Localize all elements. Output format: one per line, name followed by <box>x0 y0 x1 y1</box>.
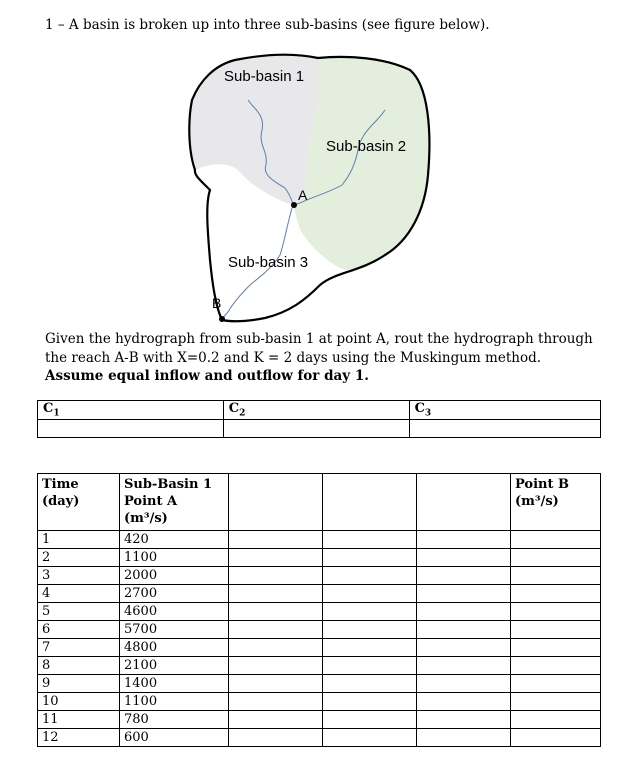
table-row <box>38 711 601 729</box>
blank-cell[interactable] <box>417 639 511 657</box>
point-b-cell[interactable] <box>511 549 601 567</box>
instructions-bold: Assume equal inflow and outflow for day 1. <box>45 368 369 384</box>
blank-cell[interactable] <box>323 657 417 675</box>
point-b-cell[interactable] <box>511 639 601 657</box>
blank-cell[interactable] <box>229 711 323 729</box>
blank-cell[interactable] <box>417 603 511 621</box>
blank-cell[interactable] <box>229 567 323 585</box>
point-b-cell[interactable] <box>511 711 601 729</box>
table-row <box>38 531 601 549</box>
blank-cell[interactable] <box>229 585 323 603</box>
blank-cell[interactable] <box>417 531 511 549</box>
point-b-header: Point B (m³/s) <box>511 474 601 531</box>
c3-value-cell[interactable] <box>409 419 600 437</box>
flow-cell: 4800 <box>120 639 229 657</box>
blank-cell[interactable] <box>323 531 417 549</box>
blank-cell[interactable] <box>417 657 511 675</box>
flow-cell: 780 <box>120 711 229 729</box>
table-row <box>38 621 601 639</box>
flow-cell: 2100 <box>120 657 229 675</box>
day-cell: 8 <box>38 657 120 675</box>
table-row <box>38 549 601 567</box>
point-b-cell[interactable] <box>511 693 601 711</box>
blank-cell[interactable] <box>229 693 323 711</box>
blank-cell[interactable] <box>323 729 417 747</box>
flow-cell: 1400 <box>120 675 229 693</box>
day-cell: 6 <box>38 621 120 639</box>
blank-cell[interactable] <box>229 657 323 675</box>
blank-cell[interactable] <box>417 729 511 747</box>
day-cell: 2 <box>38 549 120 567</box>
blank-cell[interactable] <box>323 603 417 621</box>
instructions-plain: Given the hydrograph from sub-basin 1 at point A, rout the hydrograph through the reach A-B with X=0.2 and K = 2 days using the Muskingum method. <box>45 331 593 366</box>
table-row <box>38 657 601 675</box>
point-b-cell[interactable] <box>511 675 601 693</box>
day-cell: 3 <box>38 567 120 585</box>
table-row <box>38 639 601 657</box>
table-row <box>38 693 601 711</box>
day-cell: 5 <box>38 603 120 621</box>
blank-cell[interactable] <box>417 567 511 585</box>
point-a-dot <box>291 202 297 208</box>
point-b-dot <box>219 316 225 322</box>
blank-cell[interactable] <box>417 711 511 729</box>
blank-cell[interactable] <box>417 621 511 639</box>
c3-cell: $C_3$ <box>409 401 600 420</box>
point-b-cell[interactable] <box>511 603 601 621</box>
sub-basin-header: Sub-Basin 1 Point A (m³/s) <box>120 474 229 531</box>
blank-cell[interactable] <box>417 585 511 603</box>
day-cell: 10 <box>38 693 120 711</box>
label-sub-basin-2: Sub-basin 2 <box>326 138 407 155</box>
coefficients-table <box>37 400 601 438</box>
blank-header-3 <box>417 474 511 531</box>
flow-cell: 5700 <box>120 621 229 639</box>
point-b-cell[interactable] <box>511 729 601 747</box>
blank-cell[interactable] <box>229 549 323 567</box>
blank-cell[interactable] <box>229 531 323 549</box>
label-sub-basin-3: Sub-basin 3 <box>228 254 309 271</box>
label-point-b: B <box>212 295 222 311</box>
blank-header-2 <box>323 474 417 531</box>
flow-cell: 600 <box>120 729 229 747</box>
question-title: 1 – A basin is broken up into three sub-basins (see figure below). <box>45 17 490 33</box>
blank-cell[interactable] <box>323 693 417 711</box>
flow-cell: 1100 <box>120 549 229 567</box>
point-b-cell[interactable] <box>511 657 601 675</box>
blank-header-1 <box>229 474 323 531</box>
day-cell: 7 <box>38 639 120 657</box>
c2-value-cell[interactable] <box>223 419 409 437</box>
blank-cell[interactable] <box>323 585 417 603</box>
flow-cell: 1100 <box>120 693 229 711</box>
table-row <box>38 675 601 693</box>
day-cell: 1 <box>38 531 120 549</box>
flow-cell: 4600 <box>120 603 229 621</box>
label-sub-basin-1: Sub-basin 1 <box>224 68 305 85</box>
flow-cell: 2700 <box>120 585 229 603</box>
blank-cell[interactable] <box>417 693 511 711</box>
time-header: Time (day) <box>38 474 120 531</box>
table-row <box>38 603 601 621</box>
blank-cell[interactable] <box>323 549 417 567</box>
table-row <box>38 567 601 585</box>
blank-cell[interactable] <box>323 567 417 585</box>
blank-cell[interactable] <box>229 639 323 657</box>
day-cell: 4 <box>38 585 120 603</box>
blank-cell[interactable] <box>323 711 417 729</box>
table-row <box>38 585 601 603</box>
c1-value-cell[interactable] <box>38 419 224 437</box>
point-b-cell[interactable] <box>511 531 601 549</box>
blank-cell[interactable] <box>323 621 417 639</box>
hydrograph-table <box>37 473 601 747</box>
basin-figure <box>0 0 627 330</box>
point-b-cell[interactable] <box>511 567 601 585</box>
blank-cell[interactable] <box>323 639 417 657</box>
table-row <box>38 729 601 747</box>
blank-cell[interactable] <box>229 729 323 747</box>
blank-cell[interactable] <box>417 549 511 567</box>
day-cell: 12 <box>38 729 120 747</box>
table-header-row <box>38 474 601 531</box>
instructions <box>45 330 600 386</box>
day-cell: 11 <box>38 711 120 729</box>
flow-cell: 2000 <box>120 567 229 585</box>
blank-cell[interactable] <box>323 675 417 693</box>
c2-cell: $C_2$ <box>223 401 409 420</box>
blank-cell[interactable] <box>229 675 323 693</box>
flow-cell: 420 <box>120 531 229 549</box>
day-cell: 9 <box>38 675 120 693</box>
point-b-cell[interactable] <box>511 621 601 639</box>
blank-cell[interactable] <box>229 603 323 621</box>
point-b-cell[interactable] <box>511 585 601 603</box>
blank-cell[interactable] <box>229 621 323 639</box>
c1-cell: $C_1$ <box>38 401 224 420</box>
label-point-a: A <box>298 187 308 203</box>
blank-cell[interactable] <box>417 675 511 693</box>
